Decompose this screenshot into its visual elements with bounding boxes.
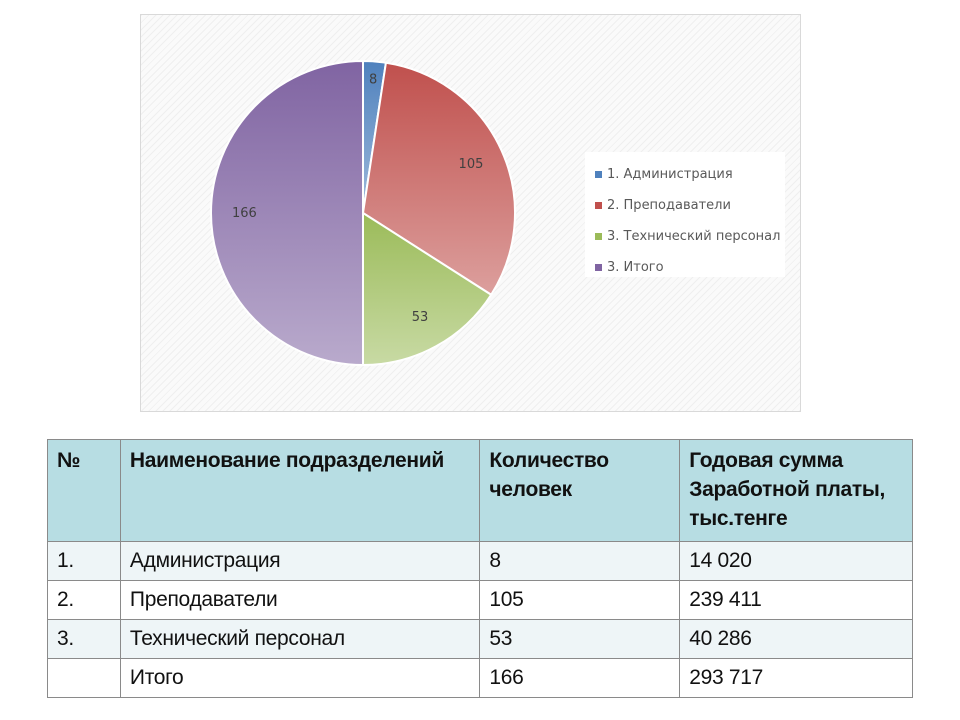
cell-headcount: 105: [480, 581, 680, 620]
cell-annual-salary: 239 411: [680, 581, 913, 620]
table-row: [48, 581, 913, 620]
chart-area: [140, 14, 801, 412]
data-label: 53: [411, 309, 429, 325]
cell-headcount: 8: [480, 542, 680, 581]
header-headcount: Количество человек: [480, 440, 680, 542]
table-header-row: [48, 440, 913, 542]
legend-swatch: [595, 233, 602, 240]
chart-legend: [585, 152, 785, 277]
table-row: [48, 620, 913, 659]
table-row: [48, 659, 913, 698]
header-annual-salary: Годовая сумма Заработной платы, тыс.тенге: [680, 440, 913, 542]
cell-department: Преподаватели: [120, 581, 480, 620]
table-row: [48, 542, 913, 581]
data-label: 8: [368, 72, 378, 88]
data-label: 105: [458, 157, 484, 173]
cell-department: Итого: [120, 659, 480, 698]
cell-number: 2.: [48, 581, 121, 620]
cell-annual-salary: 40 286: [680, 620, 913, 659]
cell-number: 3.: [48, 620, 121, 659]
cell-number: [48, 659, 121, 698]
legend-swatch: [595, 171, 602, 178]
cell-department: Технический персонал: [120, 620, 480, 659]
cell-annual-salary: 14 020: [680, 542, 913, 581]
header-number: №: [48, 440, 121, 542]
legend-label: 3. Технический персонал: [607, 229, 781, 244]
legend-label: 3. Итого: [607, 260, 664, 275]
cell-department: Администрация: [120, 542, 480, 581]
data-label: 166: [232, 206, 257, 221]
legend-label: 2. Преподаватели: [607, 198, 731, 213]
salary-table: [47, 439, 913, 698]
cell-annual-salary: 293 717: [680, 659, 913, 698]
legend-label: 1. Администрация: [607, 167, 733, 182]
cell-headcount: 166: [480, 659, 680, 698]
legend-swatch: [595, 264, 602, 271]
legend-swatch: [595, 202, 602, 209]
cell-number: 1.: [48, 542, 121, 581]
header-department: Наименование подразделений: [120, 440, 480, 542]
cell-headcount: 53: [480, 620, 680, 659]
